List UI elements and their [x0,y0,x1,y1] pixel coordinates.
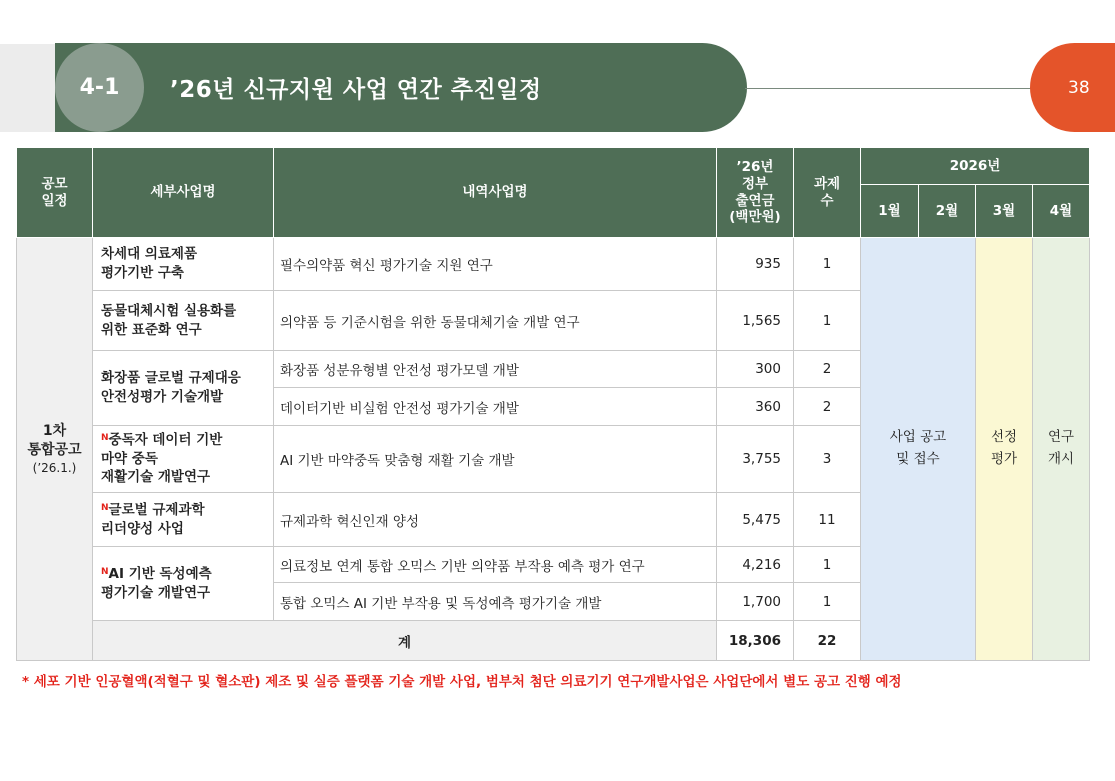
new-badge: N [101,502,109,513]
section-number-badge: 4-1 [55,43,144,132]
total-tasks: 22 [794,621,861,661]
sub-project-cell [93,493,274,547]
funding-value: 1,565 [717,291,794,351]
task-count: 1 [794,547,861,583]
funding-value: 1,700 [717,583,794,621]
col-header-funding-text: ’26년 정부 출연금 (백만원) [729,158,781,226]
col-header-tasks-text: 과제 수 [813,175,841,209]
detail-project-name: AI 기반 마약중독 맞춤형 재활 기술 개발 [274,426,717,493]
sub-project-cell [93,351,274,426]
timeline-start [1033,238,1090,661]
schedule-table [16,147,1090,661]
sub-project-cell [93,547,274,621]
col-header-month-2: 2월 [919,185,976,238]
header-divider [745,88,1035,89]
col-header-sub-project: 세부사업명 [93,148,274,238]
footnote: * 세포 기반 인공혈액(적혈구 및 혈소판) 제조 및 실증 플랫폼 기술 개발 사업, 범부처 첨단 의료기기 연구개발사업은 사업단에서 별도 공고 진행 예정 [22,674,902,690]
sub-project-name: 화장품 글로벌 규제대응 안전성평가 기술개발 [101,370,241,405]
col-header-year: 2026년 [861,148,1090,185]
detail-project-name: 의료정보 연계 통합 오믹스 기반 의약품 부작용 예측 평가 연구 [274,547,717,583]
sub-project-name: 중독자 데이터 기반 마약 중독 재활기술 개발연구 [101,431,223,486]
col-header-funding [717,148,794,238]
funding-value: 300 [717,351,794,388]
detail-project-name: 의약품 등 기준시험을 위한 동물대체기술 개발 연구 [274,291,717,351]
timeline-announce-text: 사업 공고 및 접수 [889,429,947,467]
col-header-schedule-text: 공모 일정 [41,175,68,209]
col-header-detail-project: 내역사업명 [274,148,717,238]
schedule-cell [17,238,93,661]
task-count: 1 [794,291,861,351]
table-row [17,238,1090,291]
sub-project-name: AI 기반 독성예측 평가기술 개발연구 [101,565,212,601]
total-funding: 18,306 [717,621,794,661]
sub-project-name: 차세대 의료제품 평가기반 구축 [101,246,197,281]
timeline-start-text: 연구 개시 [1047,429,1075,467]
detail-project-name: 규제과학 혁신인재 양성 [274,493,717,547]
timeline-announce [861,238,976,661]
task-count: 3 [794,426,861,493]
sub-project-name: 글로벌 규제과학 리더양성 사업 [101,501,205,537]
funding-value: 360 [717,388,794,426]
new-badge: N [101,566,109,577]
detail-project-name: 데이터기반 비실험 안전성 평가기술 개발 [274,388,717,426]
schedule-type: 통합공고 [27,441,82,458]
funding-value: 935 [717,238,794,291]
detail-project-name: 통합 오믹스 AI 기반 부작용 및 독성예측 평가기술 개발 [274,583,717,621]
sub-project-cell [93,426,274,493]
col-header-month-3: 3월 [976,185,1033,238]
page-number: 38 [1030,43,1115,132]
funding-value: 5,475 [717,493,794,547]
timeline-select [976,238,1033,661]
sub-project-cell [93,291,274,351]
col-header-month-1: 1월 [861,185,919,238]
sub-project-cell [93,238,274,291]
schedule-round: 1차 [42,423,67,440]
task-count: 2 [794,388,861,426]
task-count: 1 [794,583,861,621]
task-count: 2 [794,351,861,388]
sub-project-name: 동물대체시험 실용화를 위한 표준화 연구 [101,302,237,338]
col-header-schedule [17,148,93,238]
funding-value: 3,755 [717,426,794,493]
new-badge: N [101,432,109,443]
total-label: 계 [93,621,717,661]
funding-value: 4,216 [717,547,794,583]
page-title: ’26년 신규지원 사업 연간 추진일정 [170,77,542,103]
detail-project-name: 필수의약품 혁신 평가기술 지원 연구 [274,238,717,291]
task-count: 11 [794,493,861,547]
task-count: 1 [794,238,861,291]
col-header-month-4: 4월 [1033,185,1090,238]
timeline-select-text: 선정 평가 [990,429,1018,467]
detail-project-name: 화장품 성분유형별 안전성 평가모델 개발 [274,351,717,388]
schedule-date: (’26.1.) [32,460,77,475]
col-header-tasks [794,148,861,238]
